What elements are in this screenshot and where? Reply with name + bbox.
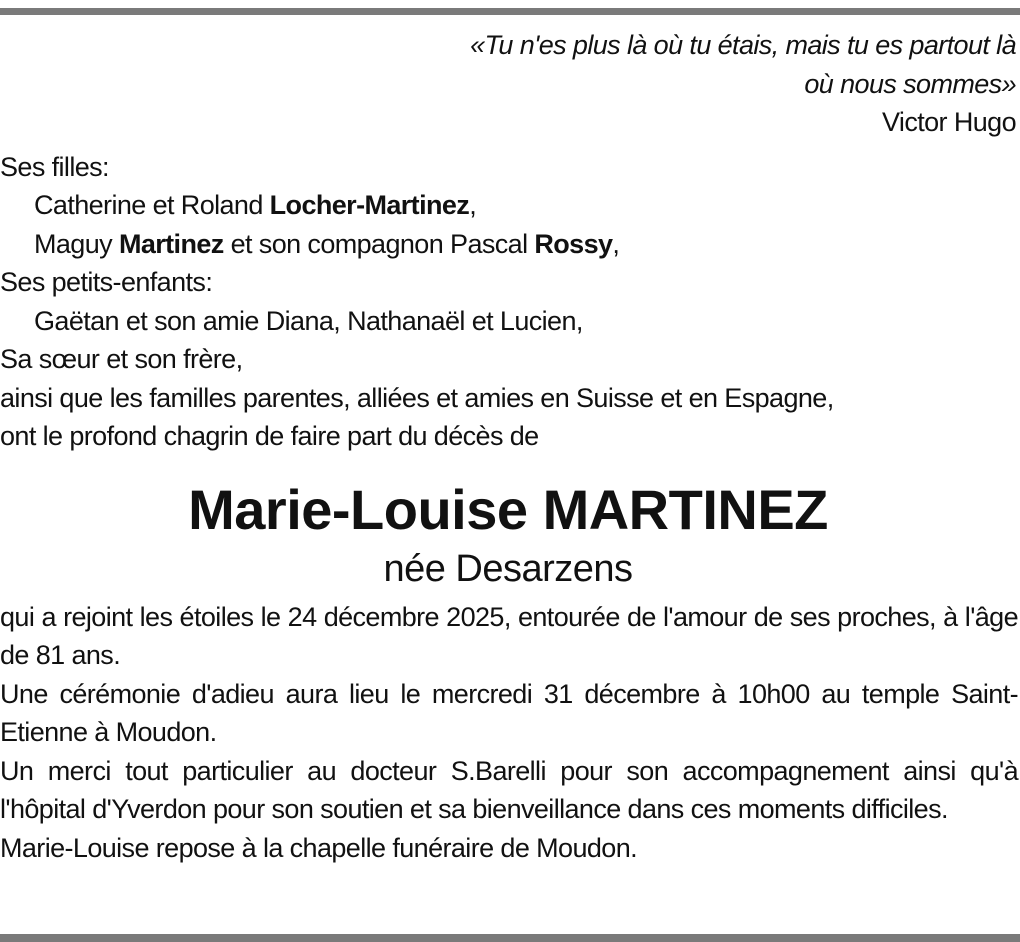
- ceremony-paragraph: Une cérémonie d'adieu aura lieu le mercredi 31 décembre à 10h00 au temple Saint-Etienne à Moudon.: [0, 678, 1018, 747]
- quote-line-1: «Tu n'es plus là où tu étais, mais tu es partout là: [470, 30, 1016, 60]
- daughter-1-punct: ,: [469, 190, 477, 220]
- bottom-border-rule: [0, 934, 1020, 942]
- relatives-line: ainsi que les familles parentes, alliées et amies en Suisse et en Espagne,: [0, 382, 834, 413]
- deceased-name: Marie-Louise MARTINEZ: [188, 477, 828, 541]
- daughter-1-surname: Locher-Martinez: [269, 190, 470, 220]
- obituary-notice: [0, 26, 1016, 867]
- quote-author: Victor Hugo: [882, 107, 1016, 137]
- daughter-2-punct: ,: [612, 228, 620, 259]
- daughter-entry-1: [0, 186, 1016, 225]
- daughter-1-names: Catherine et Roland: [34, 190, 270, 220]
- thanks-paragraph: Un merci tout particulier au docteur S.Barelli pour son accompagnement ainsi qu'à l'hôpital d'Yverdon pour son soutien et sa bienveillance dans ces moments difficiles.: [0, 755, 1018, 824]
- daughter-2-firstname: Maguy: [34, 228, 119, 259]
- resting-place-paragraph: Marie-Louise repose à la chapelle funéraire de Moudon.: [0, 832, 638, 863]
- companion-surname: Rossy: [534, 228, 613, 259]
- daughters-heading: Ses filles:: [0, 151, 109, 182]
- announcement-line: ont le profond chagrin de faire part du décès de: [0, 421, 539, 451]
- grandchildren-names: Gaëtan et son amie Diana, Nathanaël et Lucien,: [34, 305, 583, 336]
- daughter-2-companion: et son compagnon Pascal: [223, 228, 535, 259]
- siblings-line: Sa sœur et son frère,: [0, 344, 243, 374]
- top-border-rule: [0, 8, 1020, 15]
- daughter-2-surname: Martinez: [118, 228, 224, 259]
- quote-line-2: où nous sommes»: [804, 68, 1016, 99]
- passing-paragraph: qui a rejoint les étoiles le 24 décembre 2025, entourée de l'amour de ses proches, à l'âge de 81 ans.: [0, 601, 1018, 670]
- daughter-entry-2: [0, 225, 1016, 264]
- maiden-name: née Desarzens: [383, 547, 633, 590]
- grandchildren-heading: Ses petits-enfants:: [0, 267, 213, 297]
- epigraph-quote: [0, 26, 1016, 142]
- family-list: [0, 148, 1016, 456]
